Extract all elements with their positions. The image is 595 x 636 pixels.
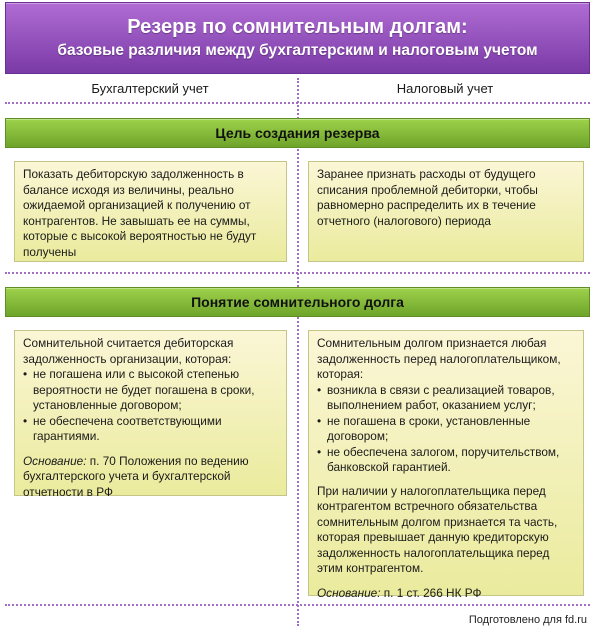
- purpose-accounting-text: Показать дебиторскую задолженность в балансе исходя из величины, реально ожидаемой организацией к получению от контрагентов. Не завышать ее на суммы, которые с высокой вероятностью не будут получены: [23, 167, 257, 259]
- list-item: • не обеспечена залогом, поручительством, банковской гарантией.: [317, 445, 577, 476]
- basis-label: Основание:: [317, 585, 381, 600]
- header-divider: [5, 102, 590, 104]
- bottom-divider: [5, 604, 590, 606]
- purpose-tax-box: [308, 161, 584, 262]
- list-item: • не погашена в сроки, установленные договором;: [317, 414, 577, 445]
- concept-tax-extra: При наличии у налогоплательщика перед контрагентом встречного обязательства сомнительным долгом признается та часть, которая превышает данную кредиторскую задолженность налогоплательщика перед этим контрагентом.: [317, 483, 558, 575]
- section-heading-purpose: Цель создания резерва: [5, 118, 590, 148]
- footer-credit: Подготовлено для fd.ru: [468, 614, 587, 626]
- column-divider: [297, 78, 299, 626]
- purpose-accounting-box: [14, 161, 287, 262]
- list-item: • возникла в связи с реализацией товаров, выполнением работ, оказанием услуг;: [317, 383, 577, 414]
- purpose-tax-text: Заранее признать расходы от будущего списания проблемной дебиторки, чтобы равномерно распределить их в течение отчетного (налогового) периода: [317, 167, 538, 228]
- concept-accounting-box: [14, 330, 287, 499]
- title-banner: [5, 2, 590, 74]
- concept-accounting-basis: [23, 454, 280, 501]
- column-header-accounting: Бухгалтерский учет: [91, 81, 209, 96]
- list-item: • не обеспечена соответствующими гарантиями.: [23, 414, 280, 445]
- concept-accounting-intro: Сомнительной считается дебиторская задолженность организации, которая:: [23, 336, 234, 366]
- concept-tax-list: [317, 383, 577, 476]
- concept-tax-box: [308, 330, 584, 600]
- column-header-tax: Налоговый учет: [396, 81, 494, 96]
- basis-label: Основание:: [23, 453, 87, 468]
- concept-tax-basis: [317, 586, 577, 602]
- list-item: • не погашена или с высокой степенью вероятности не будет погашена в сроки, установленные договором;: [23, 367, 280, 414]
- basis-text: п. 1 ст. 266 НК РФ: [380, 585, 482, 600]
- concept-tax-intro: Сомнительным долгом признается любая задолженность перед налогоплательщиком, которая:: [317, 336, 561, 381]
- section-divider: [5, 272, 590, 274]
- basis-text: п. 70 Положения по ведению бухгалтерского учета и бухгалтерской отчетности в РФ: [23, 453, 249, 499]
- concept-accounting-list: [23, 367, 280, 445]
- page-subtitle: базовые различия между бухгалтерским и налоговым учетом: [57, 42, 538, 59]
- section-heading-concept: Понятие сомнительного долга: [5, 287, 590, 317]
- page-title: Резерв по сомнительным долгам:: [127, 16, 468, 38]
